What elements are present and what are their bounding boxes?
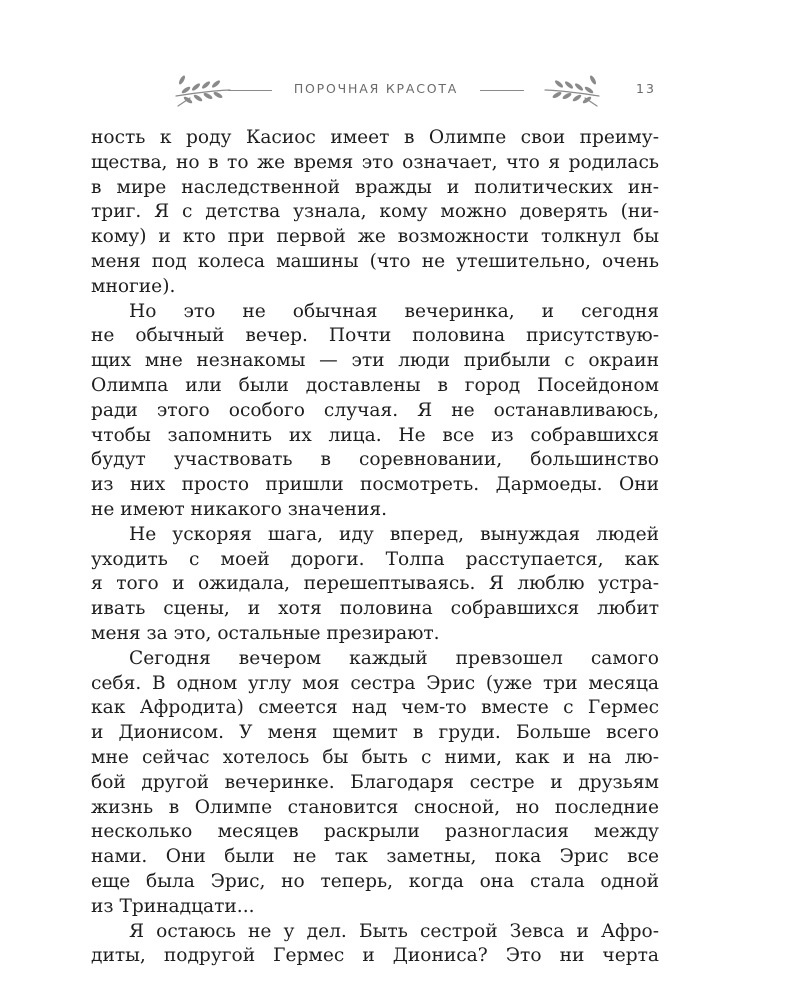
text-line: еще была Эрис, но теперь, когда она стала одной	[91, 870, 659, 892]
text-line: Сегодня вечером каждый превзошел самого	[129, 647, 659, 669]
text-line: будут участвовать в соревновании, большинство	[91, 449, 659, 471]
text-line: я того и ожидала, перешептываясь. Я люблю устра-	[91, 573, 659, 595]
text-line: мне сейчас хотелось бы быть с ними, как и на лю-	[91, 746, 659, 768]
text-line: щества, но в то же время это означает, что я родилась	[91, 151, 659, 173]
text-line: несколько месяцев раскрыли разногласия между	[91, 821, 659, 843]
text-line: Не ускоряя шага, иду вперед, вынуждая людей	[129, 523, 659, 545]
text-line: щих мне незнакомы — эти люди прибыли с окраин	[91, 350, 659, 372]
text-line: жизнь в Олимпе становится сносной, но последние	[91, 796, 659, 818]
text-line: себя. В одном углу моя сестра Эрис (уже три месяца	[91, 672, 659, 694]
text-line: меня под колеса машины (что не утешительно, очень	[91, 250, 659, 272]
running-title: ПОРОЧНАЯ КРАСОТА	[293, 81, 459, 96]
text-line: ность к роду Касиос имеет в Олимпе свои преиму-	[91, 127, 659, 148]
text-line: не обычный вечер. Почти половина присутствую-	[91, 325, 659, 347]
text-line: и Дионисом. У меня щемит в груди. Больше всего	[91, 722, 659, 744]
page-number: 13	[636, 81, 656, 96]
text-line: диты, подругой Гермес и Диониса? Это ни черта	[91, 945, 659, 967]
text-line: бой другой вечеринке. Благодаря сестре и друзьям	[91, 771, 659, 793]
text-line: уходить с моей дороги. Толпа расступается, как	[91, 548, 659, 570]
text-line: многие).	[91, 275, 176, 297]
header-rule-left	[228, 90, 272, 91]
text-line: из них просто пришли посмотреть. Дармоеды. Они	[91, 474, 659, 496]
text-line: ради этого особого случая. Я не останавливаюсь,	[91, 399, 659, 421]
text-line: ивать сцены, и хотя половина собравшихся любит	[91, 598, 659, 620]
text-line: триг. Я с детства узнала, кому можно доверять (ни-	[91, 201, 659, 223]
text-line: кому) и кто при первой же возможности толкнул бы	[91, 226, 659, 248]
laurel-branch-right-icon	[503, 70, 603, 110]
text-line: нами. Они были не так заметны, пока Эрис все	[91, 846, 659, 868]
text-line: Олимпа или были доставлены в город Посейдоном	[91, 374, 659, 396]
text-line: не имеют никакого значения.	[91, 498, 388, 520]
text-line: из Тринадцати...	[91, 895, 255, 917]
page-header	[0, 66, 800, 116]
text-line: чтобы запомнить их лица. Не все из собравшихся	[91, 424, 659, 446]
text-line: Но это не обычная вечеринка, и сегодня	[129, 300, 659, 322]
text-line: как Афродита) смеется над чем-то вместе с Гермес	[91, 697, 659, 719]
book-text	[91, 126, 659, 969]
text-line: в мире наследственной вражды и политических ин-	[91, 176, 659, 198]
text-line: меня за это, остальные презирают.	[91, 622, 440, 644]
text-line: Я остаюсь не у дел. Быть сестрой Зевса и Афро-	[129, 920, 659, 942]
